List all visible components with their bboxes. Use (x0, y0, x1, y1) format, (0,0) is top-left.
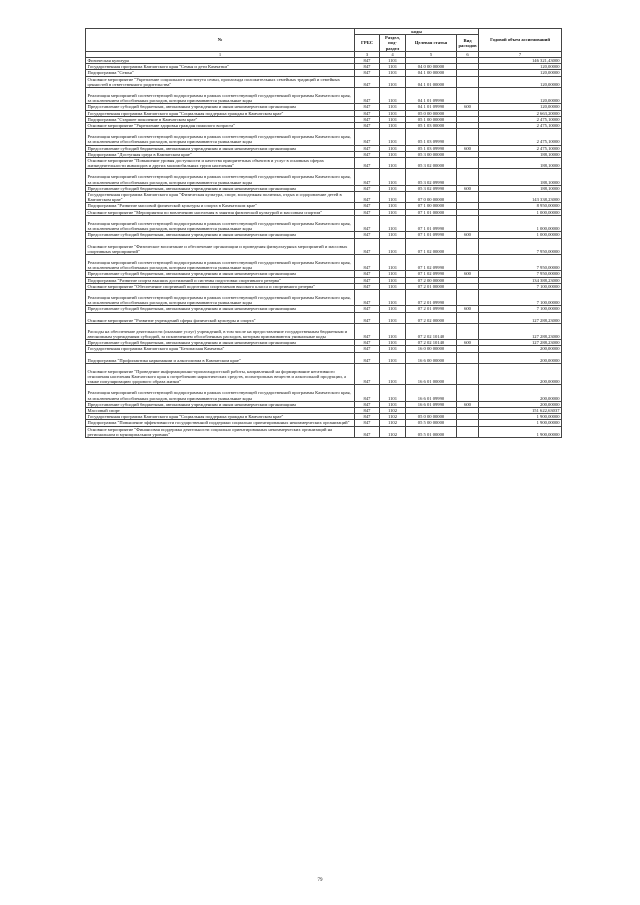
row-grbs-cell: 847 (355, 385, 380, 401)
table-row (86, 352, 562, 363)
row-volume-cell: 2 475,10000 (479, 145, 562, 151)
row-section-cell: 1101 (380, 401, 406, 407)
row-section-cell: 1101 (380, 104, 406, 110)
table-row (86, 426, 562, 437)
row-target-cell: 05 3 00 00000 (406, 151, 457, 157)
row-grbs-cell: 847 (355, 209, 380, 215)
row-name-cell: Государственная программа Камчатского края "Социальная поддержка граждан в Камчатском крае" (86, 414, 355, 420)
row-name-cell: Предоставление субсидий бюджетным, автономным учреждениям и иным некоммерческим организациям (86, 145, 355, 151)
row-grbs-cell: 847 (355, 414, 380, 420)
row-section-cell: 1101 (380, 123, 406, 129)
row-target-cell: 07 1 02 09990 (406, 271, 457, 277)
row-volume-cell: 2 475,10000 (479, 129, 562, 145)
row-grbs-cell: 847 (355, 64, 380, 70)
row-grbs-cell: 847 (355, 76, 380, 87)
row-grbs-cell: 847 (355, 185, 380, 191)
row-section-cell: 1101 (380, 340, 406, 346)
row-volume-cell: 120,00000 (479, 76, 562, 87)
row-section-cell: 1101 (380, 363, 406, 385)
row-target-cell: 05 1 03 09990 (406, 129, 457, 145)
row-volume-cell: 146 321,43000 (479, 58, 562, 64)
row-section-cell: 1101 (380, 238, 406, 254)
row-target-cell: 05 5 01 00000 (406, 426, 457, 437)
table-row (86, 385, 562, 401)
header-volume: Годовой объем ассигнований (479, 29, 562, 52)
row-target-cell: 05 0 00 00000 (406, 110, 457, 116)
table-body (86, 58, 562, 438)
header-index-4: 4 (380, 51, 406, 57)
table-row (86, 238, 562, 254)
row-name-cell: Предоставление субсидий бюджетным, автономным учреждениям и иным некоммерческим организациям (86, 401, 355, 407)
row-name-cell: Подпрограмма "Профилактика наркомании и алкоголизма в Камчатском крае" (86, 352, 355, 363)
row-grbs-cell: 847 (355, 192, 380, 203)
table-row (86, 312, 562, 323)
row-name-cell: Основное мероприятие "Развитие учреждений сферы физической культуры и спорта" (86, 312, 355, 323)
row-name-cell: Реализация мероприятий соответствующей подпрограммы в рамках соответствующей государственной программы Камчатского края, за исключением обособленных расходов, которым присваиваются уникальные коды (86, 254, 355, 270)
row-volume-cell: 1 900,00000 (479, 420, 562, 426)
row-name-cell: Подпрограмма "Развитие массовой физической культуры и спорта в Камчатском крае" (86, 203, 355, 209)
row-grbs-cell: 847 (355, 363, 380, 385)
row-volume-cell: 7 950,00000 (479, 271, 562, 277)
row-grbs-cell: 847 (355, 352, 380, 363)
row-volume-cell: 120,00000 (479, 88, 562, 104)
row-name-cell: Предоставление субсидий бюджетным, автономным учреждениям и иным некоммерческим организациям (86, 306, 355, 312)
row-target-cell: 07 2 01 09990 (406, 289, 457, 305)
table-row (86, 129, 562, 145)
row-name-cell: Подпрограмма "Доступная среда в Камчатском крае" (86, 151, 355, 157)
row-volume-cell: 7 100,00000 (479, 283, 562, 289)
row-grbs-cell: 847 (355, 123, 380, 129)
row-volume-cell: 8 950,00000 (479, 203, 562, 209)
row-exptype-cell: 600 (457, 232, 479, 238)
table-row (86, 323, 562, 339)
row-volume-cell: 7 950,00000 (479, 254, 562, 270)
row-target-cell: 04 1 00 00000 (406, 70, 457, 76)
row-target-cell: 07 1 01 00000 (406, 209, 457, 215)
row-name-cell: Реализация мероприятий соответствующей подпрограммы в рамках соответствующей государственной программы Камчатского края, за исключением обособленных расходов, которым присваиваются уникальные коды (86, 215, 355, 231)
row-name-cell: Реализация мероприятий соответствующей подпрограммы в рамках соответствующей государственной программы Камчатского края, за исключением обособленных расходов, которым присваиваются уникальные коды (86, 129, 355, 145)
row-name-cell: Подпрограмма "Семья" (86, 70, 355, 76)
row-target-cell: 07 2 02 10140 (406, 340, 457, 346)
row-target-cell: 05 3 02 00000 (406, 158, 457, 169)
row-volume-cell: 120,00000 (479, 70, 562, 76)
row-volume-cell: 188,10000 (479, 151, 562, 157)
row-name-cell: Реализация мероприятий соответствующей подпрограммы в рамках соответствующей государственной программы Камчатского края, за исключением обособленных расходов, которым присваиваются уникальные коды (86, 88, 355, 104)
row-target-cell: 07 2 02 00000 (406, 312, 457, 323)
row-grbs-cell: 847 (355, 254, 380, 270)
row-volume-cell: 200,00000 (479, 363, 562, 385)
row-exptype-cell (457, 352, 479, 363)
row-section-cell: 1101 (380, 254, 406, 270)
row-target-cell: 04 0 00 00000 (406, 64, 457, 70)
row-volume-cell: 188,10000 (479, 185, 562, 191)
row-target-cell: 04 1 01 00000 (406, 76, 457, 87)
row-grbs-cell: 847 (355, 271, 380, 277)
row-grbs-cell: 847 (355, 58, 380, 64)
row-exptype-cell (457, 363, 479, 385)
row-target-cell: 07 2 00 00000 (406, 277, 457, 283)
page-number: 79 (317, 878, 323, 883)
row-grbs-cell: 847 (355, 169, 380, 185)
row-grbs-cell: 847 (355, 312, 380, 323)
row-target-cell: 05 3 02 09990 (406, 185, 457, 191)
row-target-cell: 07 1 02 00000 (406, 238, 457, 254)
row-exptype-cell: 600 (457, 306, 479, 312)
row-name-cell: Основное мероприятие "Повышение уровня доступности и качества приоритетных объектов и услуг в основных сферах жизнедеятельности инвалидов и других маломобильных групп населения" (86, 158, 355, 169)
row-name-cell: Реализация мероприятий соответствующей подпрограммы в рамках соответствующей государственной программы Камчатского края, за исключением обособленных расходов, которым присваиваются уникальные коды (86, 169, 355, 185)
row-target-cell: 07 2 01 09990 (406, 306, 457, 312)
row-grbs-cell: 847 (355, 129, 380, 145)
row-volume-cell: 1 000,00000 (479, 215, 562, 231)
row-name-cell: Предоставление субсидий бюджетным, автономным учреждениям и иным некоммерческим организациям (86, 185, 355, 191)
row-exptype-cell (457, 289, 479, 305)
row-name-cell: Государственная программа Камчатского края "Безопасная Камчатка" (86, 346, 355, 352)
row-section-cell: 1101 (380, 283, 406, 289)
row-name-cell: Основное мероприятие "Физическое воспитание и обеспечение организации и проведения физкультурных мероприятий и массовых спортивных мероприятий" (86, 238, 355, 254)
header-codes: коды (355, 29, 479, 35)
row-grbs-cell: 847 (355, 158, 380, 169)
row-grbs-cell: 847 (355, 145, 380, 151)
row-target-cell: 04 1 01 09990 (406, 104, 457, 110)
row-target-cell: 16 6 01 09990 (406, 385, 457, 401)
row-target-cell: 07 1 01 09990 (406, 215, 457, 231)
row-volume-cell: 1 000,00000 (479, 209, 562, 215)
row-name-cell: Основное мероприятие "Укрепление социального института семьи, пропаганда положительных семейных традиций и семейных ценностей в ответственного родительства" (86, 76, 355, 87)
row-section-cell: 1101 (380, 352, 406, 363)
row-grbs-cell: 847 (355, 283, 380, 289)
row-section-cell: 1101 (380, 232, 406, 238)
row-volume-cell: 2 475,10000 (479, 123, 562, 129)
row-grbs-cell: 847 (355, 346, 380, 352)
row-volume-cell: 143 338,23000 (479, 192, 562, 203)
header-num: № (86, 29, 355, 52)
row-section-cell: 1101 (380, 277, 406, 283)
header-index-5: 5 (406, 51, 457, 57)
row-target-cell: 07 2 02 10140 (406, 323, 457, 339)
budget-table-sheet (85, 28, 561, 438)
row-section-cell: 1101 (380, 289, 406, 305)
row-section-cell: 1101 (380, 185, 406, 191)
row-section-cell: 1101 (380, 346, 406, 352)
row-target-cell: 05 5 00 00000 (406, 420, 457, 426)
row-section-cell: 1101 (380, 129, 406, 145)
row-name-cell: Подпрограмма "Повышение эффективности государственной поддержки социально ориентированных некоммерческих организаций" (86, 420, 355, 426)
row-volume-cell: 151 622,63037 (479, 407, 562, 413)
row-name-cell: Физическая культура (86, 58, 355, 64)
row-grbs-cell: 847 (355, 323, 380, 339)
row-name-cell: Предоставление субсидий бюджетным, автономным учреждениям и иным некоммерческим организациям (86, 232, 355, 238)
row-name-cell: Расходы на обеспечение деятельности (оказание услуг) учреждений, в том числе на предоставление государственным бюджетным и автономным учреждениям субсидий, за исключением обособленных расходов, которым присваиваются уникальные коды (86, 323, 355, 339)
row-section-cell: 1102 (380, 426, 406, 437)
row-target-cell: 16 6 01 00000 (406, 363, 457, 385)
row-section-cell: 1101 (380, 88, 406, 104)
row-volume-cell: 200,00000 (479, 401, 562, 407)
row-grbs-cell: 847 (355, 88, 380, 104)
row-section-cell: 1101 (380, 203, 406, 209)
row-grbs-cell: 847 (355, 151, 380, 157)
row-volume-cell: 2 475,10000 (479, 116, 562, 122)
row-target-cell: 07 1 02 09990 (406, 254, 457, 270)
row-exptype-cell: 600 (457, 185, 479, 191)
row-grbs-cell: 847 (355, 116, 380, 122)
row-exptype-cell (457, 158, 479, 169)
row-volume-cell: 200,00000 (479, 385, 562, 401)
row-exptype-cell: 600 (457, 104, 479, 110)
row-name-cell: Массовый спорт (86, 407, 355, 413)
row-section-cell: 1101 (380, 306, 406, 312)
header-index-3: 3 (355, 51, 380, 57)
header-index-6: 6 (457, 51, 479, 57)
row-exptype-cell (457, 215, 479, 231)
row-section-cell: 1101 (380, 215, 406, 231)
row-exptype-cell (457, 192, 479, 203)
row-grbs-cell: 847 (355, 420, 380, 426)
row-grbs-cell: 847 (355, 70, 380, 76)
row-target-cell: 05 3 02 09990 (406, 169, 457, 185)
row-grbs-cell: 847 (355, 340, 380, 346)
row-section-cell: 1101 (380, 192, 406, 203)
row-volume-cell: 200,00000 (479, 346, 562, 352)
row-section-cell: 1101 (380, 209, 406, 215)
row-exptype-cell (457, 76, 479, 87)
row-exptype-cell (457, 254, 479, 270)
row-target-cell: 05 1 03 00000 (406, 123, 457, 129)
row-volume-cell: 120,00000 (479, 104, 562, 110)
row-volume-cell: 7 100,00000 (479, 289, 562, 305)
row-target-cell: 05 1 00 00000 (406, 116, 457, 122)
row-name-cell: Предоставление субсидий бюджетным, автономным учреждениям и иным некоммерческим организациям (86, 104, 355, 110)
row-exptype-cell (457, 312, 479, 323)
row-volume-cell: 1 900,00000 (479, 414, 562, 420)
row-section-cell: 1102 (380, 414, 406, 420)
header-index-1: 1 (86, 51, 355, 57)
row-name-cell: Государственная программа Камчатского края "Физическая культура, спорт, молодежная политика, отдых и оздоровление детей в Камчатском крае" (86, 192, 355, 203)
row-grbs-cell: 847 (355, 238, 380, 254)
row-exptype-cell: 600 (457, 145, 479, 151)
row-name-cell: Основное мероприятие "Финансовая поддержка деятельности социально ориентированных некоммерческих организаций на региональном и муниципальном уровнях" (86, 426, 355, 437)
table-row (86, 158, 562, 169)
row-volume-cell: 7 100,00000 (479, 306, 562, 312)
row-target-cell: 16 0 00 00000 (406, 346, 457, 352)
row-name-cell: Реализация мероприятий соответствующей подпрограммы в рамках соответствующей государственной программы Камчатского края, за исключением обособленных расходов, которым присваиваются уникальные коды (86, 385, 355, 401)
row-target-cell: 05 1 03 09990 (406, 145, 457, 151)
row-grbs-cell: 847 (355, 232, 380, 238)
row-section-cell: 1101 (380, 70, 406, 76)
row-exptype-cell (457, 238, 479, 254)
row-section-cell: 1101 (380, 169, 406, 185)
row-name-cell: Государственная программа Камчатского края "Семья и дети Камчатки" (86, 64, 355, 70)
row-section-cell: 1101 (380, 151, 406, 157)
row-name-cell: Государственная программа Камчатского края "Социальная поддержка граждан в Камчатском крае" (86, 110, 355, 116)
row-name-cell: Основное мероприятие "Укрепление здоровья граждан пожилого возраста" (86, 123, 355, 129)
row-grbs-cell: 847 (355, 110, 380, 116)
row-section-cell: 1101 (380, 58, 406, 64)
row-section-cell: 1101 (380, 76, 406, 87)
row-grbs-cell: 847 (355, 203, 380, 209)
row-volume-cell: 2 663,20000 (479, 110, 562, 116)
table-row (86, 254, 562, 270)
row-grbs-cell: 847 (355, 289, 380, 305)
row-target-cell: 07 1 01 09990 (406, 232, 457, 238)
header-index-7: 7 (479, 51, 562, 57)
row-section-cell: 1101 (380, 64, 406, 70)
row-volume-cell: 1 000,00000 (479, 232, 562, 238)
row-name-cell: Предоставление субсидий бюджетным, автономным учреждениям и иным некоммерческим организациям (86, 271, 355, 277)
table-row (86, 88, 562, 104)
row-section-cell: 1101 (380, 158, 406, 169)
row-grbs-cell: 847 (355, 407, 380, 413)
row-exptype-cell (457, 129, 479, 145)
row-name-cell: Предоставление субсидий бюджетным, автономным учреждениям и иным некоммерческим организациям (86, 340, 355, 346)
row-volume-cell: 127 288,23000 (479, 323, 562, 339)
row-section-cell: 1102 (380, 420, 406, 426)
row-exptype-cell (457, 385, 479, 401)
row-grbs-cell: 847 (355, 277, 380, 283)
row-grbs-cell: 847 (355, 104, 380, 110)
row-target-cell: 07 0 00 00000 (406, 192, 457, 203)
header-exptype: Вид расходов (457, 35, 479, 52)
budget-table (85, 28, 562, 438)
row-volume-cell: 1 900,00000 (479, 426, 562, 437)
table-row (86, 169, 562, 185)
row-target-cell: 07 2 01 00000 (406, 283, 457, 289)
row-volume-cell: 188,10000 (479, 158, 562, 169)
row-grbs-cell: 847 (355, 306, 380, 312)
header-target: Целевая статья (406, 35, 457, 52)
row-exptype-cell: 600 (457, 271, 479, 277)
row-target-cell: 04 1 01 09990 (406, 88, 457, 104)
table-row (86, 289, 562, 305)
row-target-cell: 05 0 00 00000 (406, 414, 457, 420)
row-grbs-cell: 847 (355, 401, 380, 407)
row-exptype-cell (457, 426, 479, 437)
row-volume-cell: 127 288,23000 (479, 312, 562, 323)
row-exptype-cell (457, 323, 479, 339)
table-row (86, 215, 562, 231)
row-grbs-cell: 847 (355, 215, 380, 231)
row-volume-cell: 200,00000 (479, 352, 562, 363)
row-section-cell: 1101 (380, 385, 406, 401)
row-section-cell: 1101 (380, 312, 406, 323)
table-row (86, 76, 562, 87)
row-name-cell: Основное мероприятие "Проведение информационно-пропагандистской работы, направленной на формирование негативного отношения населения Камчатского края к потреблению наркотических средств, психотропных веществ и алкогольной продукции, а также популяризацию здорового образа жизни" (86, 363, 355, 385)
row-section-cell: 1101 (380, 110, 406, 116)
row-volume-cell: 120,00000 (479, 64, 562, 70)
row-volume-cell: 7 950,00000 (479, 238, 562, 254)
row-exptype-cell (457, 169, 479, 185)
row-exptype-cell: 600 (457, 340, 479, 346)
row-name-cell: Основное мероприятие "Обеспечение спортивной подготовки спортсменов высокого класса и спортивного резерва" (86, 283, 355, 289)
row-name-cell: Подпрограмма "Развитие спорта высших достижений и системы подготовки спортивного резерва" (86, 277, 355, 283)
table-row (86, 363, 562, 385)
row-section-cell: 1101 (380, 145, 406, 151)
row-target-cell: 07 1 00 00000 (406, 203, 457, 209)
row-section-cell: 1101 (380, 116, 406, 122)
row-target-cell: 16 6 00 00000 (406, 352, 457, 363)
header-section: Раздел, под-раздел (380, 35, 406, 52)
row-name-cell: Подпрограмма "Старшее поколение в Камчатском крае" (86, 116, 355, 122)
row-volume-cell: 134 388,23000 (479, 277, 562, 283)
row-section-cell: 1101 (380, 271, 406, 277)
row-exptype-cell: 600 (457, 401, 479, 407)
row-section-cell: 1102 (380, 407, 406, 413)
row-volume-cell: 188,10000 (479, 169, 562, 185)
row-grbs-cell: 847 (355, 426, 380, 437)
table-row (86, 192, 562, 203)
row-target-cell: 16 6 01 09990 (406, 401, 457, 407)
row-name-cell: Реализация мероприятий соответствующей подпрограммы в рамках соответствующей государственной программы Камчатского края, за исключением обособленных расходов, которым присваиваются уникальные коды (86, 289, 355, 305)
row-section-cell: 1101 (380, 323, 406, 339)
header-grbs: ГРБС (355, 35, 380, 52)
row-name-cell: Основное мероприятие "Мероприятия по вовлечению населения в занятия физической культурой и массовым спортом" (86, 209, 355, 215)
row-volume-cell: 127 288,23000 (479, 340, 562, 346)
row-exptype-cell (457, 88, 479, 104)
